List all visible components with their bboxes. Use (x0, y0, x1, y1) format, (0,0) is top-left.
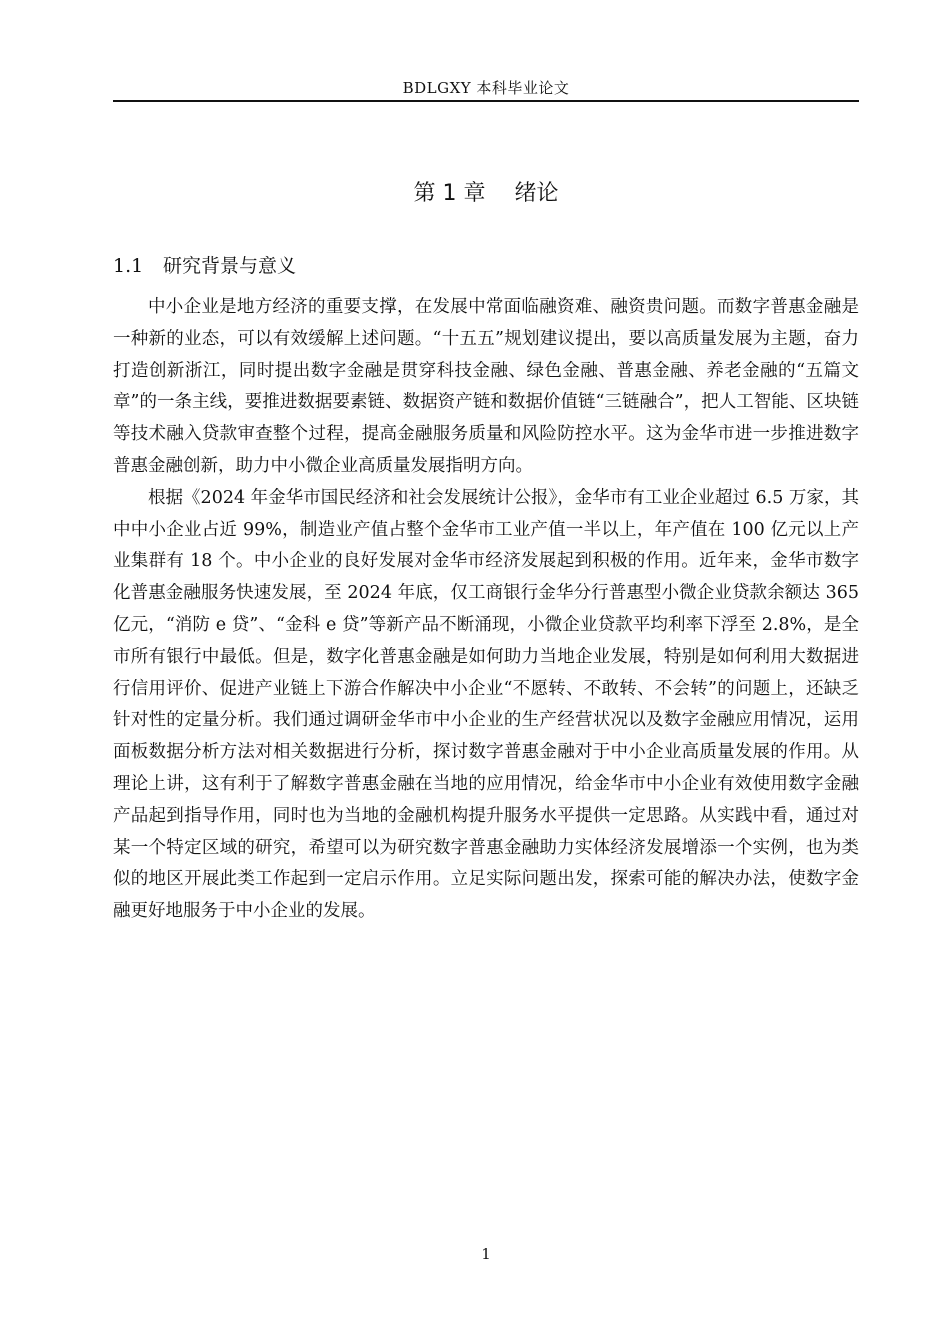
section-number: 1.1 (113, 255, 144, 277)
page-number: 1 (481, 1245, 491, 1263)
header-rule (113, 100, 859, 102)
chapter-title: 第 1 章 绪论 (413, 181, 559, 206)
section-title: 研究背景与意义 (163, 255, 297, 277)
body-text (113, 292, 859, 928)
paragraph-2: 根据《2024 年金华市国民经济和社会发展统计公报》，金华市有工业企业超过 6.5 万家，其中中小企业占近 99%，制造业产值占整个金华市工业产值一半以上，年产值在 100 亿元以上产业集群有 18 个。中小企业的良好发展对金华市经济发展起到积极的作用。近年来，金华市数字化普惠金融服务快速发展，至 2024 年底，仅工商银行金华分行普惠型小微企业贷款余额达 365 亿元，“消防 e 贷”、“金科 e 贷”等新产品不断涌现，小微企业贷款平均利率下浮至 2.8%，是全市所有银行中最低。但是，数字化普惠金融是如何助力当地企业发展，特别是如何利用大数据进行信用评价、促进产业链上下游合作解决中小企业“不愿转、不敢转、不会转”的问题上，还缺乏针对性的定量分析。我们通过调研金华市中小企业的生产经营状况以及数字金融应用情况，运用面板数据分析方法对相关数据进行分析，探讨数字普惠金融对于中小企业高质量发展的作用。从理论上讲，这有利于了解数字普惠金融在当地的应用情况，给金华市中小企业有效使用数字金融产品起到指导作用，同时也为当地的金融机构提升服务水平提供一定思路。从实践中看，通过对某一个特定区域的研究，希望可以为研究数字普惠金融助力实体经济发展增添一个实例，也为类似的地区开展此类工作起到一定启示作用。立足实际问题出发，探索可能的解决办法，使数字金融更好地服务于中小企业的发展。 (113, 487, 859, 922)
running-header: BDLGXY 本科毕业论文 (402, 79, 570, 97)
paragraph-1: 中小企业是地方经济的重要支撑，在发展中常面临融资难、融资贵问题。而数字普惠金融是一种新的业态，可以有效缓解上述问题。“十五五”规划建议提出，要以高质量发展为主题，奋力打造创新浙江，同时提出数字金融是贯穿科技金融、绿色金融、普惠金融、养老金融的“五篇文章”的一条主线，要推进数据要素链、数据资产链和数据价值链“三链融合”，把人工智能、区块链等技术融入贷款审查整个过程，提高金融服务质量和风险防控水平。这为金华市进一步推进数字普惠金融创新，助力中小微企业高质量发展指明方向。 (113, 297, 859, 476)
section-heading (113, 252, 859, 280)
